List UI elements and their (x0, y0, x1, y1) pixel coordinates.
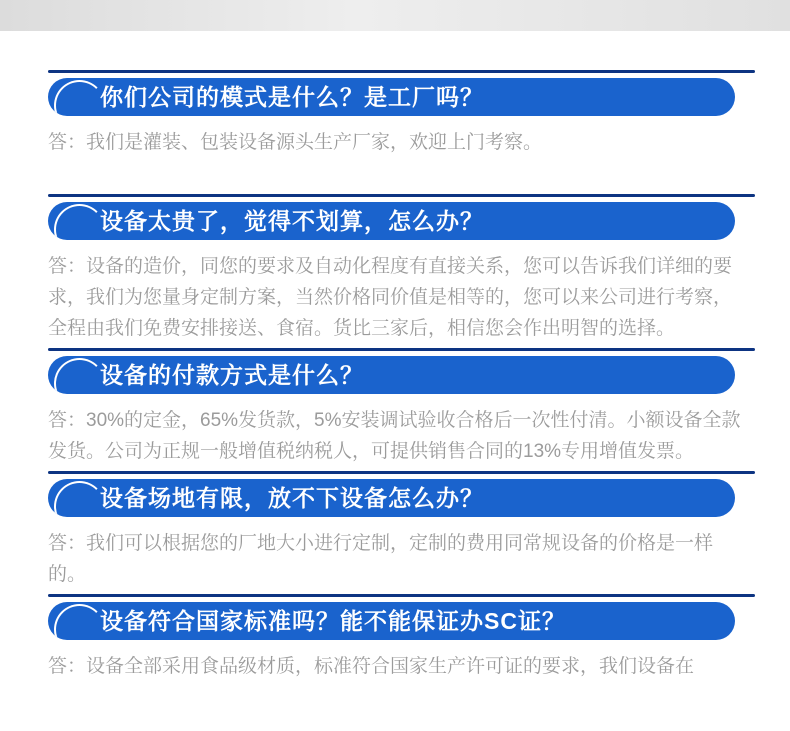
faq-item (48, 594, 790, 682)
faq-question-text: 你们公司的模式是什么？是工厂吗？ (100, 84, 484, 110)
faq-question-banner (48, 602, 735, 640)
faq-question-banner (48, 202, 735, 240)
faq-question-banner (48, 356, 735, 394)
faq-question-banner (48, 78, 735, 116)
accent-line (48, 70, 755, 73)
top-gray-band (0, 0, 790, 31)
accent-line (48, 471, 755, 474)
faq-item (48, 471, 790, 590)
faq-question-text: 设备的付款方式是什么？ (100, 362, 364, 388)
faq-answer: 答：设备的造价，同您的要求及自动化程度有直接关系，您可以告诉我们详细的要求，我们为您量身定制方案，当然价格同价值是相等的，您可以来公司进行考察，全程由我们免费安排接送、食宿。货比三家后，相信您会作出明智的选择。 (48, 256, 733, 339)
faq-question-banner (48, 479, 735, 517)
faq-question-text: 设备场地有限，放不下设备怎么办？ (100, 485, 484, 511)
faq-item (48, 70, 790, 158)
accent-line (48, 594, 755, 597)
faq-answer: 答：我们是灌装、包装设备源头生产厂家，欢迎上门考察。 (48, 132, 543, 153)
faq-question-text: 设备太贵了，觉得不划算，怎么办？ (100, 208, 484, 234)
accent-line (48, 348, 755, 351)
faq-answer: 答：30%的定金，65%发货款，5%安装调试验收合格后一次性付清。小额设备全款发货。公司为正规一般增值税纳税人，可提供销售合同的13%专用增值发票。 (48, 410, 741, 462)
faq-answer: 答：我们可以根据您的厂地大小进行定制，定制的费用同常规设备的价格是一样的。 (48, 533, 714, 585)
faq-list (0, 31, 790, 682)
faq-question-text: 设备符合国家标准吗？能不能保证办SC证？ (100, 608, 566, 634)
accent-line (48, 194, 755, 197)
faq-item (48, 348, 790, 467)
faq-item (48, 194, 790, 344)
faq-answer: 答：设备全部采用食品级材质，标准符合国家生产许可证的要求，我们设备在 (48, 656, 695, 677)
